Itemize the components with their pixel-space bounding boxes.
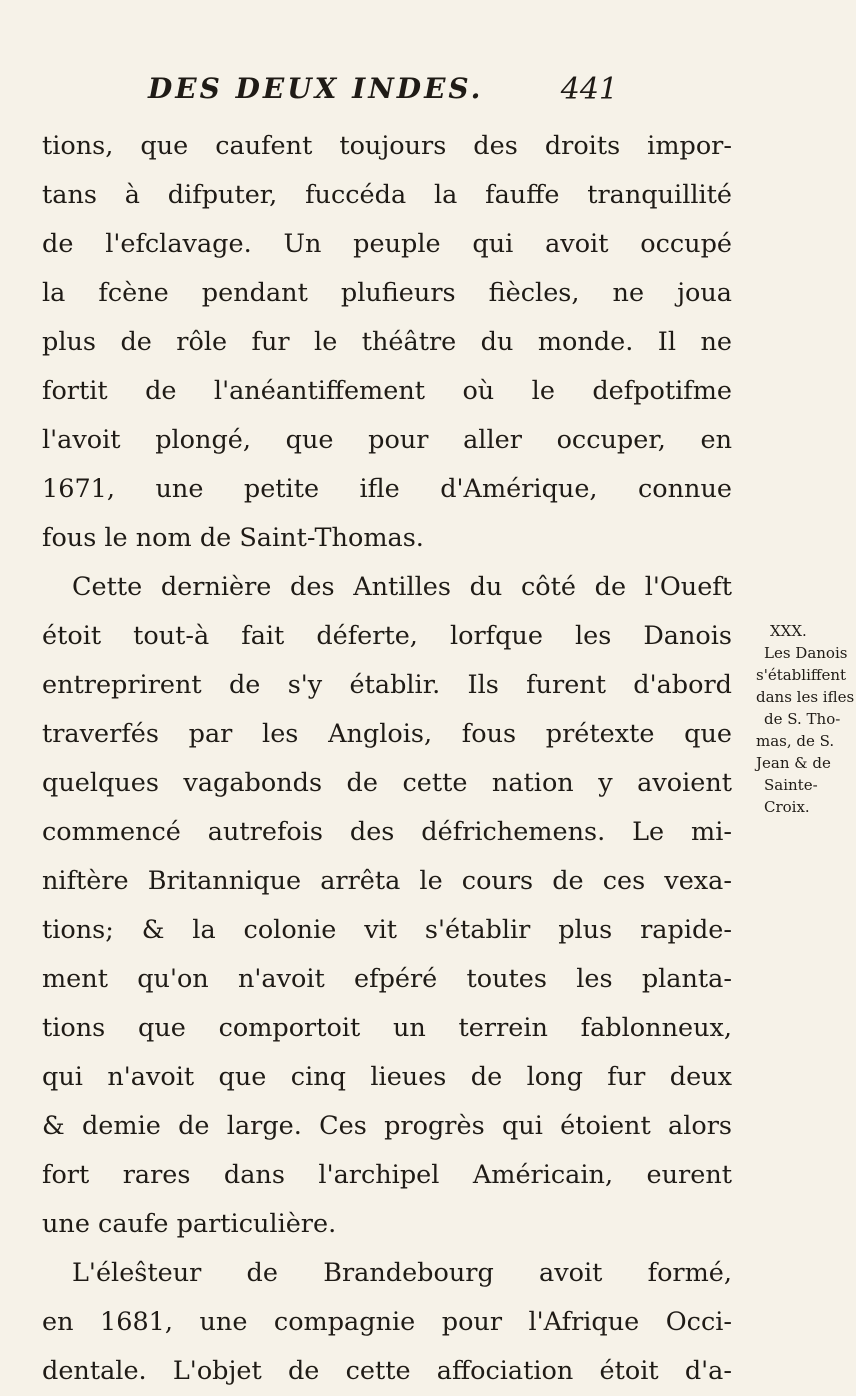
text-line: qui n'avoit que cinq lieues de long fur deux xyxy=(42,1062,732,1092)
margin-note-line: dans les ifles xyxy=(756,688,855,706)
text-line: tions; & la colonie vit s'établir plus rapide- xyxy=(42,915,732,945)
margin-note xyxy=(756,620,856,818)
text-line: fortit de l'anéantiffement où le defpotifme xyxy=(42,376,732,406)
margin-note-line: s'établiffent xyxy=(756,666,847,684)
paragraph-start-line: Cette dernière des Antilles du côté de l'Oueft xyxy=(72,572,732,602)
text-line: commencé autrefois des défrichemens. Le mi- xyxy=(42,817,732,847)
text-line: tions que comportoit un terrein fablonneux, xyxy=(42,1013,732,1043)
text-line: niftère Britannique arrêta le cours de ces vexa- xyxy=(42,866,732,896)
text-line: traverfés par les Anglois, fous prétexte que xyxy=(42,719,732,749)
text-line: tans à difputer, fuccéda la fauffe tranquillité xyxy=(42,180,732,210)
margin-note-line: Jean & de xyxy=(756,754,831,772)
text-line: dentale. L'objet de cette affociation étoit d'a- xyxy=(42,1356,732,1386)
text-line: fous le nom de Saint-Thomas. xyxy=(42,523,424,553)
margin-note-line: de S. Tho- xyxy=(764,710,841,728)
margin-note-line: mas, de S. xyxy=(756,732,835,750)
text-line: plus de rôle fur le théâtre du monde. Il ne xyxy=(42,327,732,357)
running-title: DES DEUX INDES. xyxy=(148,72,484,105)
text-line: l'avoit plongé, que pour aller occuper, en xyxy=(42,425,732,455)
body-text xyxy=(42,122,732,1396)
paragraph-start-line: L'éleŝteur de Brandebourg avoit formé, xyxy=(72,1258,732,1288)
running-head xyxy=(148,72,618,120)
margin-note-line: XXX. xyxy=(770,622,807,640)
text-line: quelques vagabonds de cette nation y avoient xyxy=(42,768,732,798)
text-line: la fcène pendant plufieurs fiècles, ne joua xyxy=(42,278,732,308)
margin-note-line: Croix. xyxy=(764,798,810,816)
text-line: 1671, une petite ifle d'Amérique, connue xyxy=(42,474,732,504)
text-line: en 1681, une compagnie pour l'Afrique Occi- xyxy=(42,1307,732,1337)
text-line: ment qu'on n'avoit efpéré toutes les planta- xyxy=(42,964,732,994)
text-line: & demie de large. Ces progrès qui étoient alors xyxy=(42,1111,732,1141)
margin-note-line: Les Danois xyxy=(764,644,848,662)
text-line: fort rares dans l'archipel Américain, eurent xyxy=(42,1160,732,1190)
text-line: tions, que caufent toujours des droits impor- xyxy=(42,131,732,161)
text-line: une caufe particulière. xyxy=(42,1209,337,1239)
text-line: de l'efclavage. Un peuple qui avoit occupé xyxy=(42,229,732,259)
margin-note-line: Sainte- xyxy=(764,776,818,794)
text-line: étoit tout-à fait déferte, lorfque les Danois xyxy=(42,621,732,651)
text-line: entreprirent de s'y établir. Ils furent d'abord xyxy=(42,670,732,700)
page-number: 441 xyxy=(560,72,618,107)
